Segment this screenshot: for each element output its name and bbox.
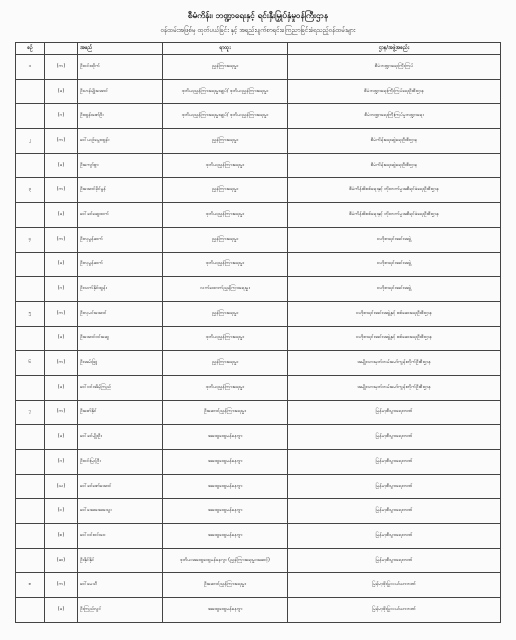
table-row (16, 524, 501, 549)
row-rank: ညွှန်ကြားရေးမှူး (163, 227, 288, 252)
row-department: ဗဟိုစာရင်းအင်းအဖွဲ့နှင့် စစ်ဆေးရေးဦးစီးဌာန (288, 326, 501, 351)
row-sub-index: (ဂ) (45, 104, 78, 129)
row-department: ဗဟိုစာရင်းအင်းအဖွဲ့ (288, 252, 501, 277)
row-name: ဦးလှမွန်ဆက် (78, 252, 163, 277)
table-row (16, 326, 501, 351)
row-name: ဒေါ်ဝင်းဝင်းဝေ (78, 524, 163, 549)
row-number: ၅ (16, 301, 45, 326)
row-number: ၂ (16, 129, 45, 154)
table-row (16, 351, 501, 376)
row-rank: ညွှန်ကြားရေးမှူး (163, 55, 288, 80)
row-department: မြန်မာ့စီးပွားရေးဘဏ် (288, 425, 501, 450)
table-row (16, 277, 501, 302)
row-department: အမျိုးသားမှတ်တမ်းမော်ကွန်းတိုက်ဦးစီးဌာန (288, 375, 501, 400)
row-sub-index: (က) (45, 227, 78, 252)
row-number (16, 79, 45, 104)
row-name: ဒေါ်ခင်မျိုးဦး (78, 425, 163, 450)
table-header-row (16, 43, 501, 55)
row-sub-index: (ခ) (45, 79, 78, 104)
row-rank: ဒုတိယညွှန်ကြားရေးမှူးချုပ်/ ဒုတိယညွှန်ကြားရေးမှူး (163, 104, 288, 129)
table-row (16, 178, 501, 203)
row-rank: ညွှန်ကြားရေးမှူး (163, 351, 288, 376)
column-header-name: အမည် (78, 43, 163, 55)
row-name: ဦးသက်နိုင်ထွန်း (78, 277, 163, 302)
row-rank: ဦးဆောင်ညွှန်ကြားရေးမှူး (163, 400, 288, 425)
row-department: မြန်မာ့စီးပွားရေးဘဏ် (288, 400, 501, 425)
row-rank: ဒုတိယညွှန်ကြားရေးမှူး (163, 375, 288, 400)
row-name: ဦးဟန်မျိုးအောင် (78, 79, 163, 104)
row-name: ဒေါ်မေသီ (78, 573, 163, 598)
page-title: စီမံကိန်း၊ ဘဏ္ဍာရေးနှင့် ရင်းနှီးမြှုပ်နှံမှုဝန်ကြီးဌာန (187, 11, 329, 20)
row-number (16, 153, 45, 178)
row-department: ဗဟိုစာရင်းအင်းအဖွဲ့ (288, 227, 501, 252)
row-department: မြန်မာ့စီးပွားရေးဘဏ် (288, 474, 501, 499)
table-row (16, 129, 501, 154)
row-name: ဒေါ်ယဉ်မွေးထွန်း (78, 129, 163, 154)
row-name: ဒေါ်အေးအေးသွေး (78, 499, 163, 524)
row-rank: ဦးဆောင်ညွှန်ကြားရေးမှူး (163, 573, 288, 598)
row-number (16, 499, 45, 524)
row-name: ဦးကျော်စွာ (78, 153, 163, 178)
row-rank: လက်ထောက်ညွှန်ကြားရေးမှူး (163, 277, 288, 302)
row-number (16, 375, 45, 400)
dismissal-table (15, 42, 501, 623)
table-row (16, 55, 501, 80)
table-row (16, 375, 501, 400)
table-row (16, 79, 501, 104)
row-number: ၃ (16, 178, 45, 203)
row-rank: ညွှန်ကြားရေးမှူး (163, 129, 288, 154)
row-number (16, 252, 45, 277)
row-name: ဦးလှမင်းအောင် (78, 301, 163, 326)
page-subtitle: ဝန်ထမ်းအဖြစ်မှ ထုတ်ပယ်ခြင်း နှင့် အရည်းပျက်စာရင်းကြေညာခြင်းခံရသည့်ဝန်ထမ်းများ (160, 27, 356, 34)
row-name: ဦးထွန်းဇော်ဦး (78, 104, 163, 129)
row-department: မြန်မာ့စီးပွားရေးဘဏ် (288, 548, 501, 573)
row-number (16, 524, 45, 549)
column-header-sub (45, 43, 78, 55)
row-number (16, 425, 45, 450)
table-row (16, 104, 501, 129)
row-rank: အထွေထွေမန်နေဂျာ (163, 450, 288, 475)
column-header-rank: ရာထူး (163, 43, 288, 55)
row-rank: ဒုတိယညွှန်ကြားရေးမှူး (163, 203, 288, 228)
row-department: မြန်မာ့စိုးပြုလယ်ယာဘဏ် (288, 573, 501, 598)
row-rank: ဒုတိယညွှန်ကြားရေးမှူး (163, 326, 288, 351)
row-name: ဦးကြည်လွင် (78, 598, 163, 623)
row-rank: ညွှန်ကြားရေးမှူး (163, 301, 288, 326)
row-department: မြန်မာ့စီးပွားရေးဘဏ် (288, 524, 501, 549)
table-row (16, 499, 501, 524)
row-sub-index: (က) (45, 400, 78, 425)
row-name: ဒေါ်ခင်ဇော်အောင် (78, 474, 163, 499)
row-name: ဒေါ်ခင်ဆွေထက် (78, 203, 163, 228)
row-rank: အထွေထွေမန်နေဂျာ (163, 598, 288, 623)
row-rank: အထွေထွေမန်နေဂျာ (163, 425, 288, 450)
column-header-no: စဉ် (16, 43, 45, 55)
row-number: ၄ (16, 227, 45, 252)
row-sub-index: (ခ) (45, 598, 78, 623)
row-department: မြန်မာ့စိုးပြုလယ်ယာဘဏ် (288, 598, 501, 623)
row-department: စီမံဘဏ္ဍာရေးကြီးကြပ်မှုဘဏ္ဍာရေး (288, 104, 501, 129)
row-department: စီမံကိန်းရေးဆွဲရေးဦးစီးဌာန (288, 153, 501, 178)
row-name: ဦးဝင်းမြင့်ဦး (78, 450, 163, 475)
row-name: ဦးဇော်နိုင် (78, 400, 163, 425)
row-sub-index: (ခ) (45, 153, 78, 178)
table-row (16, 598, 501, 623)
row-sub-index: (က) (45, 573, 78, 598)
row-rank: အထွေထွေမန်နေဂျာ (163, 499, 288, 524)
row-number (16, 450, 45, 475)
row-name: ဦးအောင်ခိုင်မွန် (78, 178, 163, 203)
table-row (16, 153, 501, 178)
column-header-department: ဌာန/အဖွဲ့အစည်း (288, 43, 501, 55)
row-name: ဒေါ်ဝင်းအိမ့်ကြည် (78, 375, 163, 400)
row-sub-index: (က) (45, 301, 78, 326)
table-row (16, 425, 501, 450)
row-rank: အထွေထွေမန်နေဂျာ (163, 524, 288, 549)
row-number (16, 326, 45, 351)
row-sub-index: (ဃ) (45, 474, 78, 499)
row-sub-index: (ခ) (45, 203, 78, 228)
row-name: ဦးအမ်းဖြူ (78, 351, 163, 376)
table-row (16, 548, 501, 573)
row-sub-index: (ဂ) (45, 450, 78, 475)
row-name: ဦးဝင်းထိုက် (78, 55, 163, 80)
row-department: စီမံဘဏ္ဍာရေးကြီးကြပ် (288, 55, 501, 80)
row-sub-index: (က) (45, 129, 78, 154)
row-department: စီမံဘဏ္ဍာရေးကြီးကြပ်ရေးဦးစီးဌာန (288, 79, 501, 104)
row-department: အမျိုးသားမှတ်တမ်းမော်ကွန်းတိုက်ဦးစီးဌာန (288, 351, 501, 376)
row-sub-index: (က) (45, 351, 78, 376)
row-name: ဦးနိုင်နိုင် (78, 548, 163, 573)
row-name: ဦးအောင်ဝင်းဆွေ (78, 326, 163, 351)
row-number: ၁ (16, 55, 45, 80)
row-sub-index: (က) (45, 55, 78, 80)
row-sub-index: (စ) (45, 524, 78, 549)
row-sub-index: (ခ) (45, 326, 78, 351)
table-row (16, 400, 501, 425)
table-row (16, 203, 501, 228)
row-number (16, 277, 45, 302)
table-row (16, 252, 501, 277)
table-row (16, 227, 501, 252)
row-number (16, 598, 45, 623)
row-department: ဗဟိုစာရင်းအင်းအဖွဲ့နှင့် စစ်ဆေးရေးဦးစီးဌာန (288, 301, 501, 326)
table-row (16, 301, 501, 326)
row-department: မြန်မာ့စီးပွားရေးဘဏ် (288, 450, 501, 475)
row-department: မြန်မာ့စီးပွားရေးဘဏ် (288, 499, 501, 524)
row-number (16, 474, 45, 499)
table-row (16, 573, 501, 598)
row-rank: ဒုတိယအထွေထွေမန်နေဂျာ (ညွှန်ကြားရေးမှူးအဆင့်) (163, 548, 288, 573)
row-department: စီမံကိန်းစိစစ်ရေးနှင့် တိုးတက်မှုအစီရင်ခံရေးဦးစီးဌာန (288, 203, 501, 228)
table-body (16, 55, 501, 623)
row-number: ၈ (16, 573, 45, 598)
row-rank: ဒုတိယညွှန်ကြားရေးမှူး (163, 153, 288, 178)
table-row (16, 474, 501, 499)
row-number (16, 203, 45, 228)
row-number: ၆ (16, 351, 45, 376)
row-number: ၇ (16, 400, 45, 425)
row-rank: ဒုတိယညွှန်ကြားရေးမှူးချုပ်/ ဒုတိယညွှန်ကြားရေးမှူး (163, 79, 288, 104)
row-rank: ဒုတိယညွှန်ကြားရေးမှူး (163, 252, 288, 277)
row-rank: ညွှန်ကြားရေးမှူး (163, 178, 288, 203)
row-sub-index: (ခ) (45, 425, 78, 450)
table-row (16, 450, 501, 475)
row-sub-index: (ဂ) (45, 277, 78, 302)
row-number (16, 104, 45, 129)
row-name: ဦးလှမွန်ဆက် (78, 227, 163, 252)
row-sub-index: (ခ) (45, 375, 78, 400)
row-rank: အထွေထွေမန်နေဂျာ (163, 474, 288, 499)
row-department: စီမံကိန်းရေးဆွဲရေးဦးစီးဌာန (288, 129, 501, 154)
row-sub-index: (ဆ) (45, 548, 78, 573)
row-sub-index: (င) (45, 499, 78, 524)
row-sub-index: (ခ) (45, 252, 78, 277)
row-department: စီမံကိန်းစိစစ်ရေးနှင့် တိုးတက်မှုအစီရင်ခံရေးဦးစီးဌာန (288, 178, 501, 203)
row-number (16, 548, 45, 573)
row-sub-index: (က) (45, 178, 78, 203)
row-department: ဗဟိုစာရင်းအင်းအဖွဲ့ (288, 277, 501, 302)
